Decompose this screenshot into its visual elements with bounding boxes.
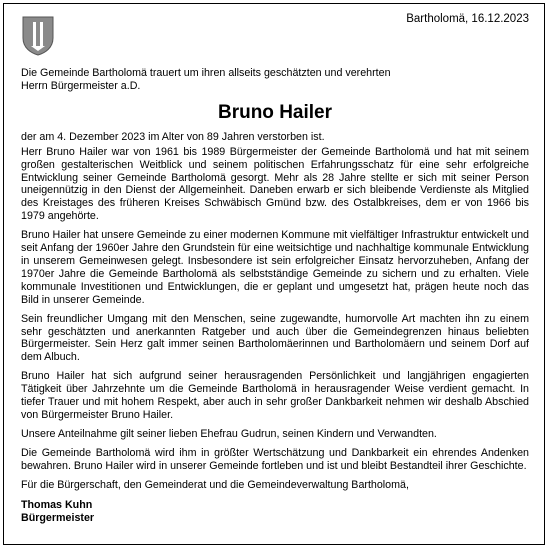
signatory-name: Thomas Kuhn [21, 499, 93, 512]
paragraph-death-date: der am 4. Dezember 2023 im Alter von 89 Jahren verstorben ist. [21, 130, 325, 143]
paragraph-closing: Für die Bürgerschaft, den Gemeinderat und die Gemeindeverwaltung Bartholomä, [21, 478, 409, 491]
obituary-body [21, 67, 529, 525]
paragraph-farewell: Bruno Hailer hat sich aufgrund seiner herausragenden Persönlichkeit und langjährigen engagierten Tätigkeit über Jahrzehnte um die Gemeinde Bartholomä in herausragender Weise verdient gemacht. In tiefer Trauer und mit hohem Respekt, aber auch in sehr großer Dankbarkeit nehmen wir deshalb Abschied von Bürgermeister Bruno Hailer. [21, 370, 529, 421]
crest-emblem-left [33, 22, 36, 46]
deceased-name: Bruno Hailer [217, 101, 333, 123]
paragraph-remembrance: Die Gemeinde Bartholomä wird ihm in größter Wertschätzung und Dankbarkeit ein ehrendes Andenken bewahren. Bruno Hailer wird in unserer Gemeinde fortleben und ist und bleibt Bestandteil ihrer Geschichte. [21, 446, 529, 472]
signatory-title: Bürgermeister [21, 512, 95, 525]
municipal-coat-of-arms-icon [22, 16, 54, 56]
crest-emblem-right [40, 22, 43, 46]
intro-line-1: Die Gemeinde Bartholomä trauert um ihren allseits geschätzten und verehrten [21, 67, 391, 79]
paragraph-achievements: Bruno Hailer hat unsere Gemeinde zu einer modernen Kommune mit vielfältiger Infrastruktur entwickelt und seit Anfang der 1960er Jahre den Grundstein für eine weitsichtige und nachhaltige kommunale Entwicklung in unserem Gemeinwesen gelegt. Insbesondere ist sein erfolgreicher Einsatz hervorzuheben, Anfang der 1970er Jahre die Gemeinde Bartholomä als selbstständige Gemeinde zu sichern und zu erhalten. Viele kommunale Investitionen und Entwicklungen, die er geplant und umgesetzt hat, prägen heute noch das Bild in unserer Gemeinde. [21, 229, 529, 306]
paragraph-career: Herr Bruno Hailer war von 1961 bis 1989 Bürgermeister der Gemeinde Bartholomä und hat mit seinem großen gestalterischen Weitblick und seinem politischen Erfahrungsschatz für eine sehr erfolgreiche Entwicklung seiner Gemeinde Bartholomä gesorgt. Mehr als 28 Jahre stellte er sich mit seiner Person uneigennützig in den Dienst der Allgemeinheit. Daneben erwarb er sich bleibende Verdienste als Mitglied des Kreistages des früheren Kreises Schwäbisch Gmünd bzw. des Ostalbkreises, dem er von 1966 bis 1979 angehörte. [21, 145, 529, 223]
place-date: Bartholomä, 16.12.2023 [406, 13, 529, 25]
paragraph-character: Sein freundlicher Umgang mit den Menschen, seine zugewandte, humorvolle Art machten ihn zu einem sehr geschätzten und anerkannten Ratgeber und auch über die Gemeindegrenzen hinaus beliebten Bürgermeister. Sein Herz galt immer seinen Bartholomäerinnen und Bartholomäern und seinem Dorf auf dem Albuch. [21, 312, 529, 364]
intro-line-2: Herrn Bürgermeister a.D. [21, 79, 141, 92]
signature-block [21, 499, 529, 525]
paragraph-condolence: Unsere Anteilnahme gilt seiner lieben Ehefrau Gudrun, seinen Kindern und Verwandten. [21, 427, 437, 440]
